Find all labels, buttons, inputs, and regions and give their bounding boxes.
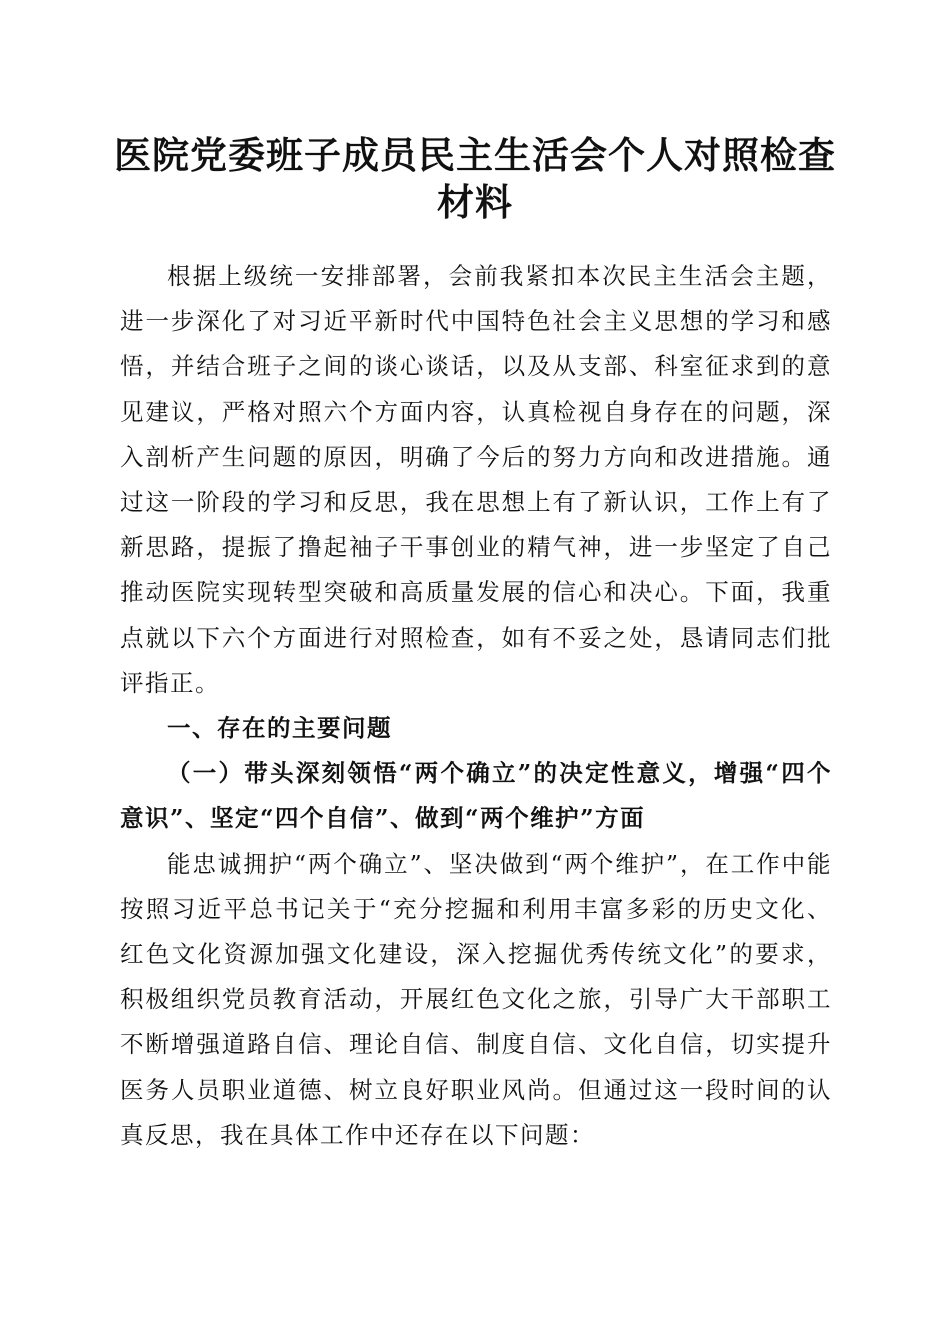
intro-paragraph: 根据上级统一安排部署，会前我紧扣本次民主生活会主题，进一步深化了对习近平新时代中国特色社会主义思想的学习和感悟，并结合班子之间的谈心谈话，以及从支部、科室征求到的意见建议，严格对照六个方面内容，认真检视自身存在的问题，深入剖析产生问题的原因，明确了今后的努力方向和改进措施。通过这一阶段的学习和反思，我在思想上有了新认识，工作上有了新思路，提振了撸起袖子干事创业的精气神，进一步坚定了自己推动医院实现转型突破和高质量发展的信心和决心。下面，我重点就以下六个方面进行对照检查，如有不妥之处，恳请同志们批评指正。 [120,262,832,697]
section-heading: 一、存在的主要问题 [167,714,392,743]
subsection-heading: （一）带头深刻领悟“两个确立”的决定性意义，增强“四个意识”、坚定“四个自信”、做到“两个维护”方面 [120,759,832,833]
subsection-paragraph: 能忠诚拥护“两个确立”、坚决做到“两个维护”，在工作中能按照习近平总书记关于“充分挖掘和利用丰富多彩的历史文化、红色文化资源加强文化建设，深入挖掘优秀传统文化”的要求，积极组织党员教育活动，开展红色文化之旅，引导广大干部职工不断增强道路自信、理论自信、制度自信、文化自信，切实提升医务人员职业道德、树立良好职业风尚。但通过这一段时间的认真反思，我在具体工作中还存在以下问题： [120,849,832,1149]
document-title: 医院党委班子成员民主生活会个人对照检查材料 [114,133,836,224]
document-body [120,254,832,1158]
